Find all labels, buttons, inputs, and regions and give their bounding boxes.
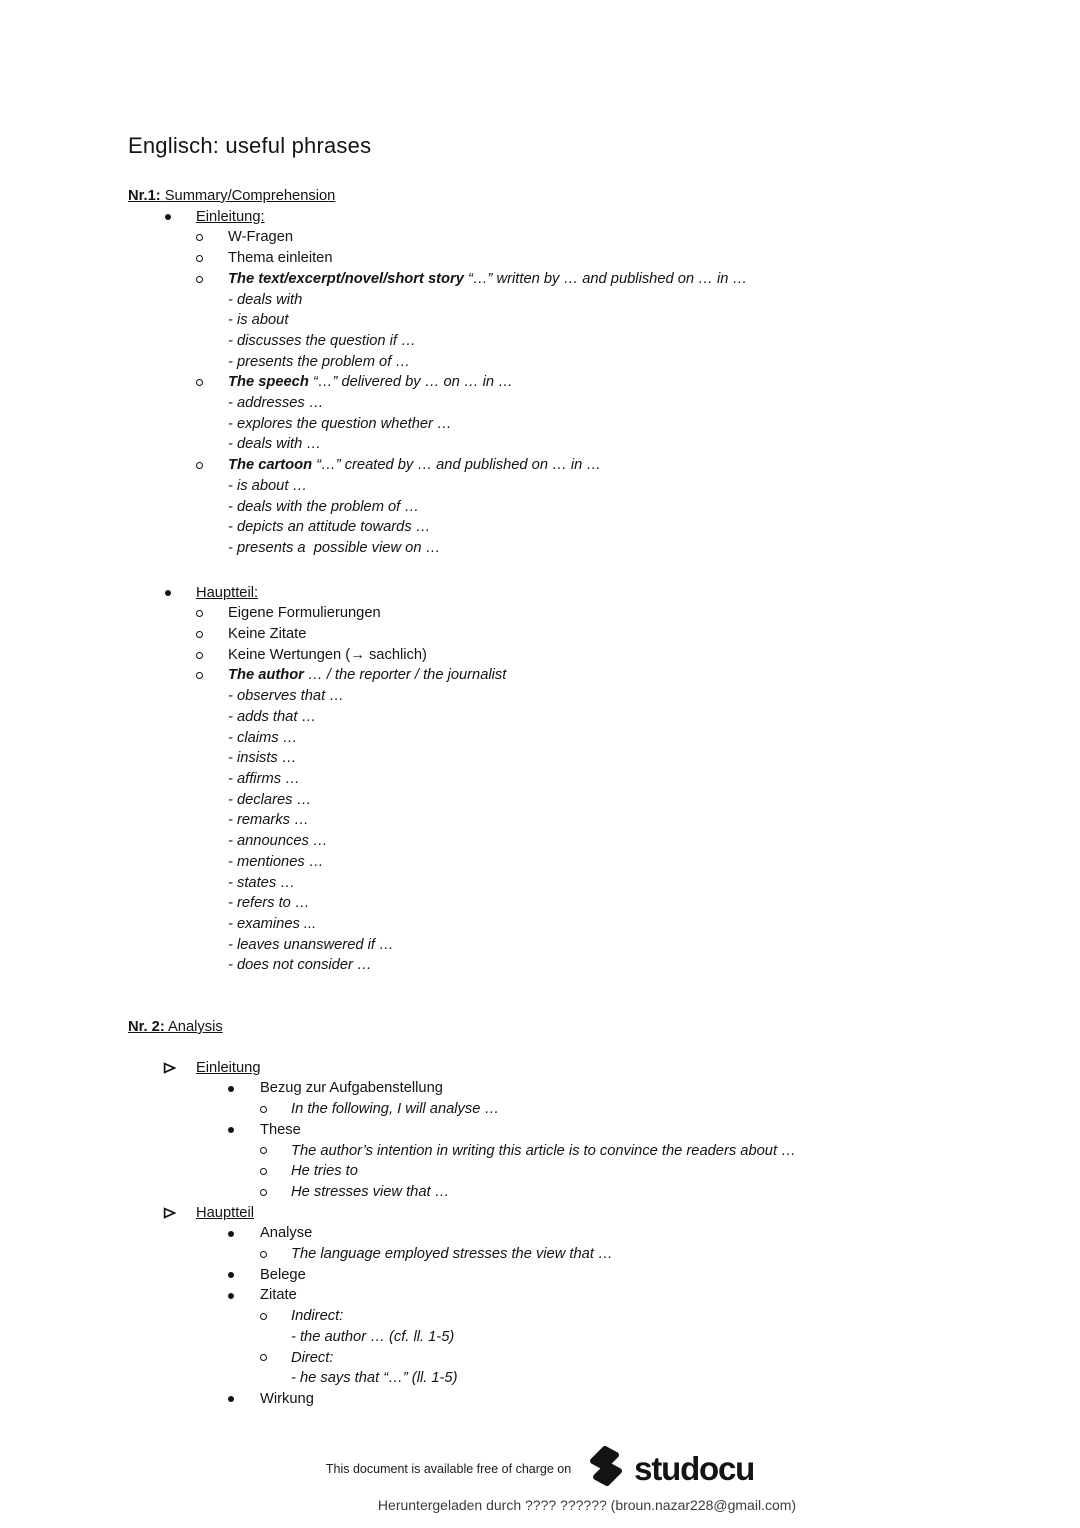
bullet-disc-icon xyxy=(228,1078,260,1099)
list-item-text: Einleitung xyxy=(196,1059,261,1076)
list-item xyxy=(128,1161,1022,1182)
list-item xyxy=(128,1203,1022,1224)
list-item-text: Zitate xyxy=(260,1287,297,1304)
list-item xyxy=(128,1223,1022,1244)
list-item xyxy=(128,728,1022,749)
list-item xyxy=(128,227,1022,248)
bullet-disc-icon xyxy=(228,1120,260,1141)
list-item-text: - remarks … xyxy=(228,812,309,829)
list-item xyxy=(128,790,1022,811)
list-item-text: - adds that … xyxy=(228,708,317,725)
download-attribution: Heruntergeladen durch ???? ?????? (broun.nazar228@gmail.com) xyxy=(377,1497,797,1513)
list-item xyxy=(128,434,1022,455)
list-item xyxy=(128,207,1022,228)
list-item-text: Einleitung: xyxy=(196,208,265,225)
list-item-text: - examines ... xyxy=(228,915,317,932)
list-item xyxy=(128,748,1022,769)
bullet-circle-icon xyxy=(196,645,228,666)
bullet-arrow-icon xyxy=(163,1203,196,1224)
list-item-text: - does not consider … xyxy=(228,957,372,974)
list-item xyxy=(128,1058,1022,1079)
bullet-disc-icon xyxy=(165,207,196,228)
list-item xyxy=(128,497,1022,518)
bullet-circle-icon xyxy=(260,1161,291,1182)
list-item xyxy=(128,290,1022,311)
list-item-text: He tries to xyxy=(291,1163,358,1180)
section-heading-number: Nr.1: xyxy=(128,188,161,204)
list-item-text: - claims … xyxy=(228,729,298,746)
list-item-text: Wirkung xyxy=(260,1390,314,1407)
list-item-lead-text: The cartoon xyxy=(228,457,317,474)
list-item xyxy=(128,955,1022,976)
list-item-text: - states … xyxy=(228,874,295,891)
list-item-text: The language employed stresses the view that … xyxy=(291,1246,613,1263)
list-item-text: - presents the problem of … xyxy=(228,353,411,370)
bullet-circle-icon xyxy=(260,1099,291,1120)
studocu-logo xyxy=(586,1443,754,1494)
list-item xyxy=(128,603,1022,624)
outline-list xyxy=(128,1058,1022,1410)
section-heading-number: Nr. 2: xyxy=(128,1019,165,1036)
list-item xyxy=(128,1141,1022,1162)
bullet-disc-icon xyxy=(228,1389,260,1410)
section-summary-comprehension xyxy=(128,186,1022,976)
list-item-text: Bezug zur Aufgabenstellung xyxy=(260,1080,443,1097)
list-item xyxy=(128,1285,1022,1306)
list-item-text: - depicts an attitude towards … xyxy=(228,519,431,536)
bullet-circle-icon xyxy=(196,248,228,269)
list-item-text: Direct: xyxy=(291,1349,334,1366)
list-item xyxy=(128,645,1022,666)
bullet-circle-icon xyxy=(196,372,228,393)
bullet-circle-icon xyxy=(260,1348,291,1369)
list-item-text: Belege xyxy=(260,1266,306,1283)
list-item xyxy=(128,707,1022,728)
list-item-text: The speech “…” delivered by … on … in … xyxy=(228,374,513,391)
list-item-text: In the following, I will analyse … xyxy=(291,1101,500,1118)
list-item-text: - leaves unanswered if … xyxy=(228,936,394,953)
list-item xyxy=(128,831,1022,852)
list-item xyxy=(128,372,1022,393)
page-title: Englisch: useful phrases xyxy=(128,133,372,158)
list-item xyxy=(128,1244,1022,1265)
section-heading-text: Summary/Comprehension xyxy=(160,188,336,204)
list-item-text: Keine Wertungen (→ sachlich) xyxy=(228,646,427,663)
bullet-disc-icon xyxy=(228,1285,260,1306)
list-item-text: - he says that “…” (ll. 1-5) xyxy=(291,1370,458,1387)
list-item-text: - addresses … xyxy=(228,395,324,412)
studocu-icon xyxy=(586,1443,626,1494)
list-item-text: Hauptteil xyxy=(196,1204,254,1221)
list-item xyxy=(128,331,1022,352)
list-item-lead-text: The text/excerpt/novel/short story xyxy=(228,270,468,287)
list-item-text: - deals with xyxy=(228,291,303,308)
list-item-lead-text: The author xyxy=(228,667,308,684)
list-item-text: Thema einleiten xyxy=(228,250,333,267)
list-item xyxy=(128,1078,1022,1099)
list-item-text: - observes that … xyxy=(228,688,344,705)
bullet-circle-icon xyxy=(196,665,228,686)
list-item xyxy=(128,517,1022,538)
list-item xyxy=(128,665,1022,686)
list-item-text: W-Fragen xyxy=(228,229,294,246)
list-item xyxy=(128,583,1022,604)
list-item-text: - declares … xyxy=(228,791,312,808)
list-item xyxy=(128,1348,1022,1369)
list-item xyxy=(128,873,1022,894)
section-heading-text: Analysis xyxy=(164,1019,223,1036)
bullet-circle-icon xyxy=(260,1306,291,1327)
bullet-circle-icon xyxy=(260,1141,291,1162)
list-item-text: He stresses view that … xyxy=(291,1183,450,1200)
list-item xyxy=(128,1265,1022,1286)
list-item-text: - refers to … xyxy=(228,895,310,912)
list-item xyxy=(128,1327,1022,1348)
document-content xyxy=(128,133,1022,1410)
outline-list xyxy=(128,207,1022,976)
bullet-disc-icon xyxy=(165,583,196,604)
list-item-text: Keine Zitate xyxy=(228,626,307,643)
list-item-text: Eigene Formulierungen xyxy=(228,605,381,622)
list-item-text: - presents a possible view on … xyxy=(228,539,441,556)
list-item-text: The text/excerpt/novel/short story “…” written by … and published on … in … xyxy=(228,270,748,287)
list-item xyxy=(128,893,1022,914)
bullet-circle-icon xyxy=(196,269,228,290)
list-item xyxy=(128,310,1022,331)
bullet-circle-icon xyxy=(260,1244,291,1265)
bullet-circle-icon xyxy=(196,227,228,248)
bullet-circle-icon xyxy=(196,455,228,476)
list-item-text: Analyse xyxy=(260,1225,313,1242)
list-item xyxy=(128,248,1022,269)
list-item-text: - discusses the question if … xyxy=(228,332,416,349)
list-item xyxy=(128,1389,1022,1410)
section-analysis xyxy=(128,1017,1022,1410)
list-item xyxy=(128,810,1022,831)
list-item-text: - mentiones … xyxy=(228,853,324,870)
list-item-lead-text: The speech xyxy=(228,374,313,391)
list-item xyxy=(128,455,1022,476)
list-item xyxy=(128,476,1022,497)
list-item xyxy=(128,686,1022,707)
list-item-text: - deals with … xyxy=(228,436,322,453)
list-item xyxy=(128,935,1022,956)
list-item xyxy=(128,1306,1022,1327)
list-item xyxy=(128,852,1022,873)
list-item-text: Indirect: xyxy=(291,1308,344,1325)
list-item-text: - explores the question whether … xyxy=(228,415,452,432)
bullet-disc-icon xyxy=(228,1223,260,1244)
list-item xyxy=(128,624,1022,645)
list-item xyxy=(128,1120,1022,1141)
list-item-text: - announces … xyxy=(228,833,328,850)
list-item xyxy=(128,269,1022,290)
list-item-text: - affirms … xyxy=(228,770,300,787)
list-item-text: - is about xyxy=(228,312,289,329)
list-item xyxy=(128,352,1022,373)
list-item xyxy=(128,393,1022,414)
list-item xyxy=(128,1368,1022,1389)
list-item xyxy=(128,414,1022,435)
bullet-circle-icon xyxy=(196,603,228,624)
studocu-wordmark: studocu xyxy=(634,1450,755,1487)
footer-notice-text: This document is available free of charge on xyxy=(325,1461,572,1476)
list-item-text: - insists … xyxy=(228,750,297,767)
section-heading xyxy=(128,1017,1022,1038)
bullet-circle-icon xyxy=(260,1182,291,1203)
list-item xyxy=(128,769,1022,790)
list-item-text: Hauptteil: xyxy=(196,584,259,601)
bullet-arrow-icon xyxy=(163,1058,196,1079)
list-item xyxy=(128,1182,1022,1203)
footer xyxy=(0,1443,1080,1494)
list-item-text: - deals with the problem of … xyxy=(228,498,420,515)
list-item xyxy=(128,914,1022,935)
bullet-circle-icon xyxy=(196,624,228,645)
list-item-text: The author’s intention in writing this article is to convince the readers about … xyxy=(291,1142,796,1159)
list-item-text: The cartoon “…” created by … and published on … in … xyxy=(228,457,602,474)
list-item-text: The author … / the reporter / the journalist xyxy=(228,667,507,684)
section-heading xyxy=(128,186,1022,207)
list-item-text: - the author … (cf. ll. 1-5) xyxy=(291,1328,455,1345)
list-item-text: These xyxy=(260,1121,301,1138)
list-item xyxy=(128,1099,1022,1120)
bullet-disc-icon xyxy=(228,1265,260,1286)
list-item xyxy=(128,538,1022,559)
list-item-text: - is about … xyxy=(228,477,308,494)
